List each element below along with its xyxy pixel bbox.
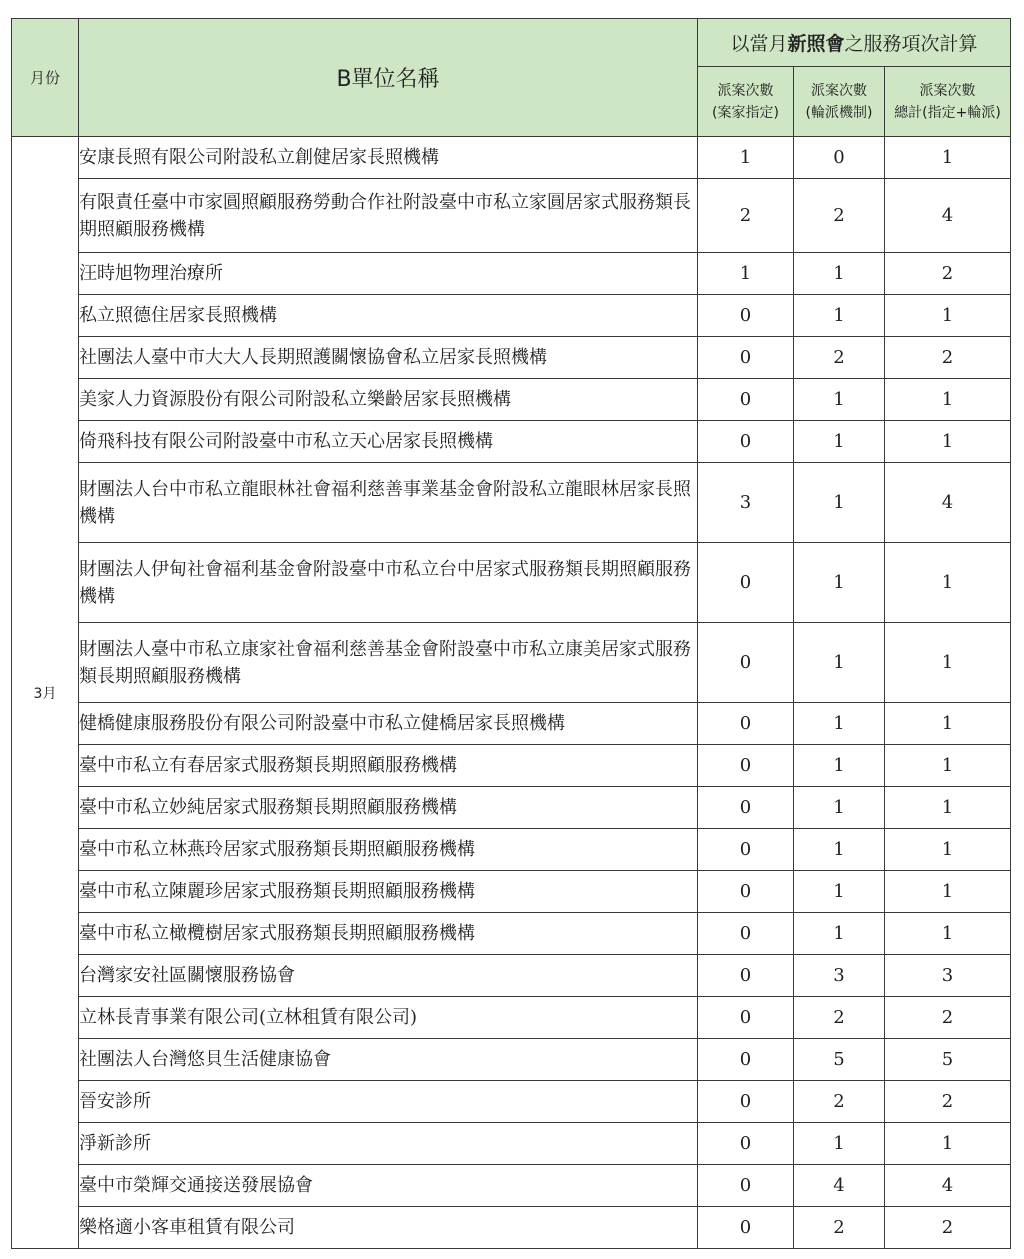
designated-count-cell: 0 <box>698 1165 794 1207</box>
rotation-count-cell: 1 <box>794 703 885 745</box>
rotation-count-cell: 2 <box>794 179 885 253</box>
designated-count-cell: 0 <box>698 913 794 955</box>
total-count-cell: 2 <box>885 253 1011 295</box>
table-row <box>12 745 1011 787</box>
total-count-cell: 4 <box>885 1165 1011 1207</box>
designated-count-header: 派案次數 (案家指定) <box>698 67 794 137</box>
table-body <box>12 137 1011 1249</box>
group-header-suffix: 之服務項次計算 <box>844 33 978 55</box>
designated-count-cell: 0 <box>698 379 794 421</box>
designated-count-cell: 0 <box>698 703 794 745</box>
total-count-cell: 1 <box>885 787 1011 829</box>
unit-name-cell: 臺中市私立橄欖樹居家式服務類長期照顧服務機構 <box>79 913 698 955</box>
designated-count-cell: 0 <box>698 997 794 1039</box>
table-row <box>12 463 1011 543</box>
designated-count-cell: 0 <box>698 871 794 913</box>
total-count-cell: 1 <box>885 745 1011 787</box>
rotation-count-cell: 1 <box>794 543 885 623</box>
rotation-count-cell: 1 <box>794 421 885 463</box>
unit-name-cell: 私立照德住居家長照機構 <box>79 295 698 337</box>
rotation-count-cell: 2 <box>794 997 885 1039</box>
rotation-count-cell: 3 <box>794 955 885 997</box>
designated-count-cell: 0 <box>698 745 794 787</box>
rotation-count-cell: 5 <box>794 1039 885 1081</box>
unit-name-cell: 晉安診所 <box>79 1081 698 1123</box>
designated-count-cell: 1 <box>698 137 794 179</box>
month-cell: 3月 <box>12 137 79 1249</box>
unit-name-cell: 立林長青事業有限公司(立林租賃有限公司) <box>79 997 698 1039</box>
table-row <box>12 179 1011 253</box>
table-row <box>12 1207 1011 1249</box>
table-row <box>12 829 1011 871</box>
designated-count-cell: 1 <box>698 253 794 295</box>
total-count-cell: 1 <box>885 421 1011 463</box>
designated-count-cell: 2 <box>698 179 794 253</box>
unit-name-cell: 樂格適小客車租賃有限公司 <box>79 1207 698 1249</box>
table-row <box>12 137 1011 179</box>
table-row <box>12 1123 1011 1165</box>
unit-name-cell: 倚飛科技有限公司附設臺中市私立天心居家長照機構 <box>79 421 698 463</box>
total-count-cell: 1 <box>885 703 1011 745</box>
rotation-count-cell: 1 <box>794 379 885 421</box>
table-row <box>12 379 1011 421</box>
total-count-cell: 1 <box>885 137 1011 179</box>
table-row <box>12 787 1011 829</box>
designated-count-cell: 0 <box>698 421 794 463</box>
unit-name-cell: 社團法人台灣悠貝生活健康協會 <box>79 1039 698 1081</box>
designated-count-cell: 0 <box>698 1039 794 1081</box>
table-row <box>12 1081 1011 1123</box>
rotation-count-cell: 2 <box>794 337 885 379</box>
designated-count-cell: 0 <box>698 543 794 623</box>
rotation-count-cell: 1 <box>794 871 885 913</box>
month-column-header: 月份 <box>12 19 79 137</box>
unit-name-cell: 淨新診所 <box>79 1123 698 1165</box>
total-count-header: 派案次數 總計(指定+輪派) <box>885 67 1011 137</box>
table-row <box>12 421 1011 463</box>
table-row <box>12 253 1011 295</box>
dispatch-table <box>11 18 1011 1249</box>
table-row <box>12 997 1011 1039</box>
unit-name-cell: 健橋健康服務股份有限公司附設臺中市私立健橋居家長照機構 <box>79 703 698 745</box>
total-count-cell: 1 <box>885 1123 1011 1165</box>
total-count-cell: 1 <box>885 295 1011 337</box>
unit-name-cell: 社團法人臺中市大大人長期照護關懷協會私立居家長照機構 <box>79 337 698 379</box>
rotation-count-header: 派案次數 (輪派機制) <box>794 67 885 137</box>
table-row <box>12 1165 1011 1207</box>
rotation-count-cell: 2 <box>794 1081 885 1123</box>
total-count-cell: 3 <box>885 955 1011 997</box>
rotation-count-cell: 4 <box>794 1165 885 1207</box>
group-header-emphasis: 新照會 <box>787 33 845 55</box>
total-count-cell: 1 <box>885 623 1011 703</box>
rotation-count-cell: 1 <box>794 1123 885 1165</box>
table-row <box>12 703 1011 745</box>
total-count-cell: 5 <box>885 1039 1011 1081</box>
table-row <box>12 871 1011 913</box>
unit-name-cell: 台灣家安社區關懷服務協會 <box>79 955 698 997</box>
table-row <box>12 623 1011 703</box>
rotation-count-cell: 1 <box>794 787 885 829</box>
designated-count-cell: 0 <box>698 787 794 829</box>
unit-name-cell: 財團法人臺中市私立康家社會福利慈善基金會附設臺中市私立康美居家式服務類長期照顧服務機構 <box>79 623 698 703</box>
unit-name-cell: 財團法人伊甸社會福利基金會附設臺中市私立台中居家式服務類長期照顧服務機構 <box>79 543 698 623</box>
rotation-count-cell: 1 <box>794 253 885 295</box>
total-count-cell: 2 <box>885 337 1011 379</box>
unit-name-cell: 臺中市私立林燕玲居家式服務類長期照顧服務機構 <box>79 829 698 871</box>
unit-name-column-header: B單位名稱 <box>79 19 698 137</box>
designated-count-cell: 0 <box>698 829 794 871</box>
designated-count-cell: 0 <box>698 623 794 703</box>
total-count-cell: 1 <box>885 379 1011 421</box>
group-header-prefix: 以當月 <box>730 33 788 55</box>
unit-name-cell: 臺中市榮輝交通接送發展協會 <box>79 1165 698 1207</box>
rotation-count-cell: 1 <box>794 913 885 955</box>
total-count-cell: 1 <box>885 829 1011 871</box>
rotation-count-cell: 2 <box>794 1207 885 1249</box>
table-row <box>12 543 1011 623</box>
designated-count-cell: 0 <box>698 1123 794 1165</box>
unit-name-cell: 臺中市私立陳麗珍居家式服務類長期照顧服務機構 <box>79 871 698 913</box>
total-count-cell: 2 <box>885 997 1011 1039</box>
rotation-count-cell: 1 <box>794 829 885 871</box>
unit-name-cell: 有限責任臺中市家圓照顧服務勞動合作社附設臺中市私立家圓居家式服務類長期照顧服務機構 <box>79 179 698 253</box>
unit-name-cell: 安康長照有限公司附設私立創健居家長照機構 <box>79 137 698 179</box>
unit-name-cell: 臺中市私立有春居家式服務類長期照顧服務機構 <box>79 745 698 787</box>
designated-count-cell: 3 <box>698 463 794 543</box>
table-row <box>12 913 1011 955</box>
rotation-count-cell: 1 <box>794 295 885 337</box>
total-count-cell: 1 <box>885 871 1011 913</box>
unit-name-cell: 汪時旭物理治療所 <box>79 253 698 295</box>
total-count-cell: 1 <box>885 913 1011 955</box>
table-row <box>12 1039 1011 1081</box>
total-count-cell: 1 <box>885 543 1011 623</box>
rotation-count-cell: 0 <box>794 137 885 179</box>
designated-count-cell: 0 <box>698 337 794 379</box>
group-column-header <box>698 19 1011 67</box>
table-row <box>12 955 1011 997</box>
unit-name-cell: 美家人力資源股份有限公司附設私立樂齡居家長照機構 <box>79 379 698 421</box>
table-row <box>12 337 1011 379</box>
rotation-count-cell: 1 <box>794 623 885 703</box>
designated-count-cell: 0 <box>698 1081 794 1123</box>
designated-count-cell: 0 <box>698 295 794 337</box>
unit-name-cell: 臺中市私立妙純居家式服務類長期照顧服務機構 <box>79 787 698 829</box>
rotation-count-cell: 1 <box>794 463 885 543</box>
unit-name-cell: 財團法人台中市私立龍眼林社會福利慈善事業基金會附設私立龍眼林居家長照機構 <box>79 463 698 543</box>
designated-count-cell: 0 <box>698 1207 794 1249</box>
total-count-cell: 2 <box>885 1207 1011 1249</box>
rotation-count-cell: 1 <box>794 745 885 787</box>
total-count-cell: 4 <box>885 179 1011 253</box>
table-header <box>12 19 1011 137</box>
designated-count-cell: 0 <box>698 955 794 997</box>
total-count-cell: 4 <box>885 463 1011 543</box>
table-row <box>12 295 1011 337</box>
total-count-cell: 2 <box>885 1081 1011 1123</box>
